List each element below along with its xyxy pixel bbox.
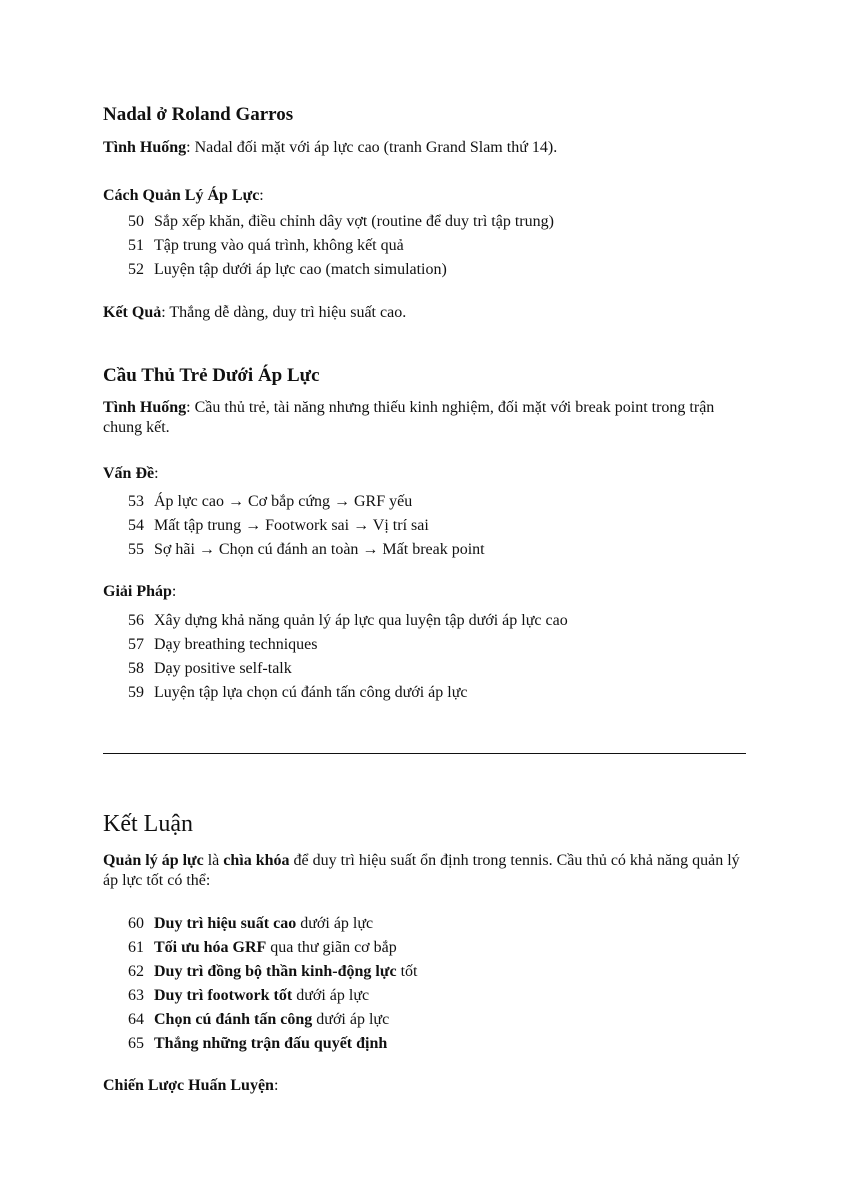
young-situation xyxy=(103,398,748,438)
nadal-management-label: Cách Quản Lý Áp Lực xyxy=(103,187,260,204)
list-item xyxy=(128,516,429,536)
list-item xyxy=(128,635,318,655)
list-number: 63 xyxy=(128,987,144,1004)
list-number: 61 xyxy=(128,939,144,956)
list-item xyxy=(128,962,417,982)
list-number: 55 xyxy=(128,541,144,558)
list-bold-text: Duy trì footwork tốt xyxy=(154,987,293,1004)
conclusion-strategy xyxy=(103,1076,278,1096)
list-item xyxy=(128,683,468,703)
conclusion-intro-rest: để duy trì hiệu suất ổn định trong tennis. Cầu thủ có khả năng quản lý áp lực tốt có thể: xyxy=(103,852,740,889)
list-bold-text: Thắng những trận đấu quyết định xyxy=(154,1035,388,1052)
list-item xyxy=(128,212,554,232)
list-item xyxy=(128,236,404,256)
nadal-situation-text: : Nadal đối mặt với áp lực cao (tranh Grand Slam thứ 14). xyxy=(186,139,558,156)
list-number: 50 xyxy=(128,213,144,230)
nadal-situation-label: Tình Huống xyxy=(103,139,187,156)
list-text: dưới áp lực xyxy=(296,915,374,932)
conclusion-intro xyxy=(103,851,748,891)
list-number: 64 xyxy=(128,1011,144,1028)
list-number: 60 xyxy=(128,915,144,932)
conclusion-intro-bold-2: chìa khóa xyxy=(223,852,290,869)
list-item xyxy=(128,1034,387,1054)
list-text: Sắp xếp khăn, điều chỉnh dây vợt (routine để duy trì tập trung) xyxy=(154,213,554,230)
list-item xyxy=(128,1010,389,1030)
nadal-result xyxy=(103,303,406,323)
list-text: qua thư giãn cơ bắp xyxy=(266,939,397,956)
young-solution xyxy=(103,582,176,602)
list-item xyxy=(128,260,447,280)
list-text: Luyện tập lựa chọn cú đánh tấn công dưới áp lực xyxy=(154,684,468,701)
nadal-management xyxy=(103,186,264,206)
list-text: Dạy positive self-talk xyxy=(154,660,292,677)
section-heading-conclusion: Kết Luận xyxy=(103,811,193,837)
list-number: 58 xyxy=(128,660,144,677)
list-item xyxy=(128,540,485,560)
nadal-situation xyxy=(103,138,557,158)
conclusion-strategy-suffix: : xyxy=(273,1077,279,1094)
list-number: 52 xyxy=(128,261,144,278)
young-situation-text: : Cầu thủ trẻ, tài năng nhưng thiếu kinh nghiệm, đối mặt với break point trong trận chung kết. xyxy=(103,399,715,436)
conclusion-intro-bold-1: Quản lý áp lực xyxy=(103,852,204,869)
list-item xyxy=(128,914,373,934)
list-item xyxy=(128,611,568,631)
young-problem xyxy=(103,464,159,484)
list-text: dưới áp lực xyxy=(312,1011,390,1028)
list-number: 62 xyxy=(128,963,144,980)
section-heading-young-player: Cầu Thủ Trẻ Dưới Áp Lực xyxy=(103,365,320,386)
list-bold-text: Chọn cú đánh tấn công xyxy=(154,1011,313,1028)
young-solution-label: Giải Pháp xyxy=(103,583,172,600)
list-text: Xây dựng khả năng quản lý áp lực qua luyện tập dưới áp lực cao xyxy=(154,612,568,629)
conclusion-intro-mid: là xyxy=(203,852,224,869)
list-text: tốt xyxy=(396,963,418,980)
list-text: Mất tập trung → Footwork sai → Vị trí sai xyxy=(154,517,429,534)
list-text: Dạy breathing techniques xyxy=(154,636,318,653)
list-number: 65 xyxy=(128,1035,144,1052)
young-problem-label: Vấn Đề xyxy=(103,465,155,482)
list-bold-text: Duy trì đồng bộ thần kinh-động lực xyxy=(154,963,397,980)
list-text: Luyện tập dưới áp lực cao (match simulation) xyxy=(154,261,447,278)
list-number: 57 xyxy=(128,636,144,653)
list-item xyxy=(128,986,369,1006)
list-item xyxy=(128,938,397,958)
nadal-management-suffix: : xyxy=(259,187,264,204)
nadal-result-text: : Thắng dễ dàng, duy trì hiệu suất cao. xyxy=(161,304,407,321)
list-text: Áp lực cao → Cơ bắp cứng → GRF yếu xyxy=(154,493,413,510)
section-heading-nadal: Nadal ở Roland Garros xyxy=(103,104,294,125)
list-bold-text: Tối ưu hóa GRF xyxy=(154,939,267,956)
young-problem-suffix: : xyxy=(154,465,159,482)
list-item xyxy=(128,492,412,512)
conclusion-strategy-label: Chiến Lược Huấn Luyện xyxy=(103,1077,274,1094)
list-number: 59 xyxy=(128,684,144,701)
list-text: Tập trung vào quá trình, không kết quả xyxy=(154,237,404,254)
nadal-result-label: Kết Quả xyxy=(103,304,162,321)
list-text: Sợ hãi → Chọn cú đánh an toàn → Mất break point xyxy=(154,541,485,558)
horizontal-divider xyxy=(103,753,746,754)
list-item xyxy=(128,659,292,679)
list-text: dưới áp lực xyxy=(292,987,370,1004)
list-number: 54 xyxy=(128,517,144,534)
young-solution-suffix: : xyxy=(171,583,177,600)
list-bold-text: Duy trì hiệu suất cao xyxy=(154,915,297,932)
young-situation-label: Tình Huống xyxy=(103,399,187,416)
list-number: 53 xyxy=(128,493,144,510)
list-number: 56 xyxy=(128,612,144,629)
list-number: 51 xyxy=(128,237,144,254)
